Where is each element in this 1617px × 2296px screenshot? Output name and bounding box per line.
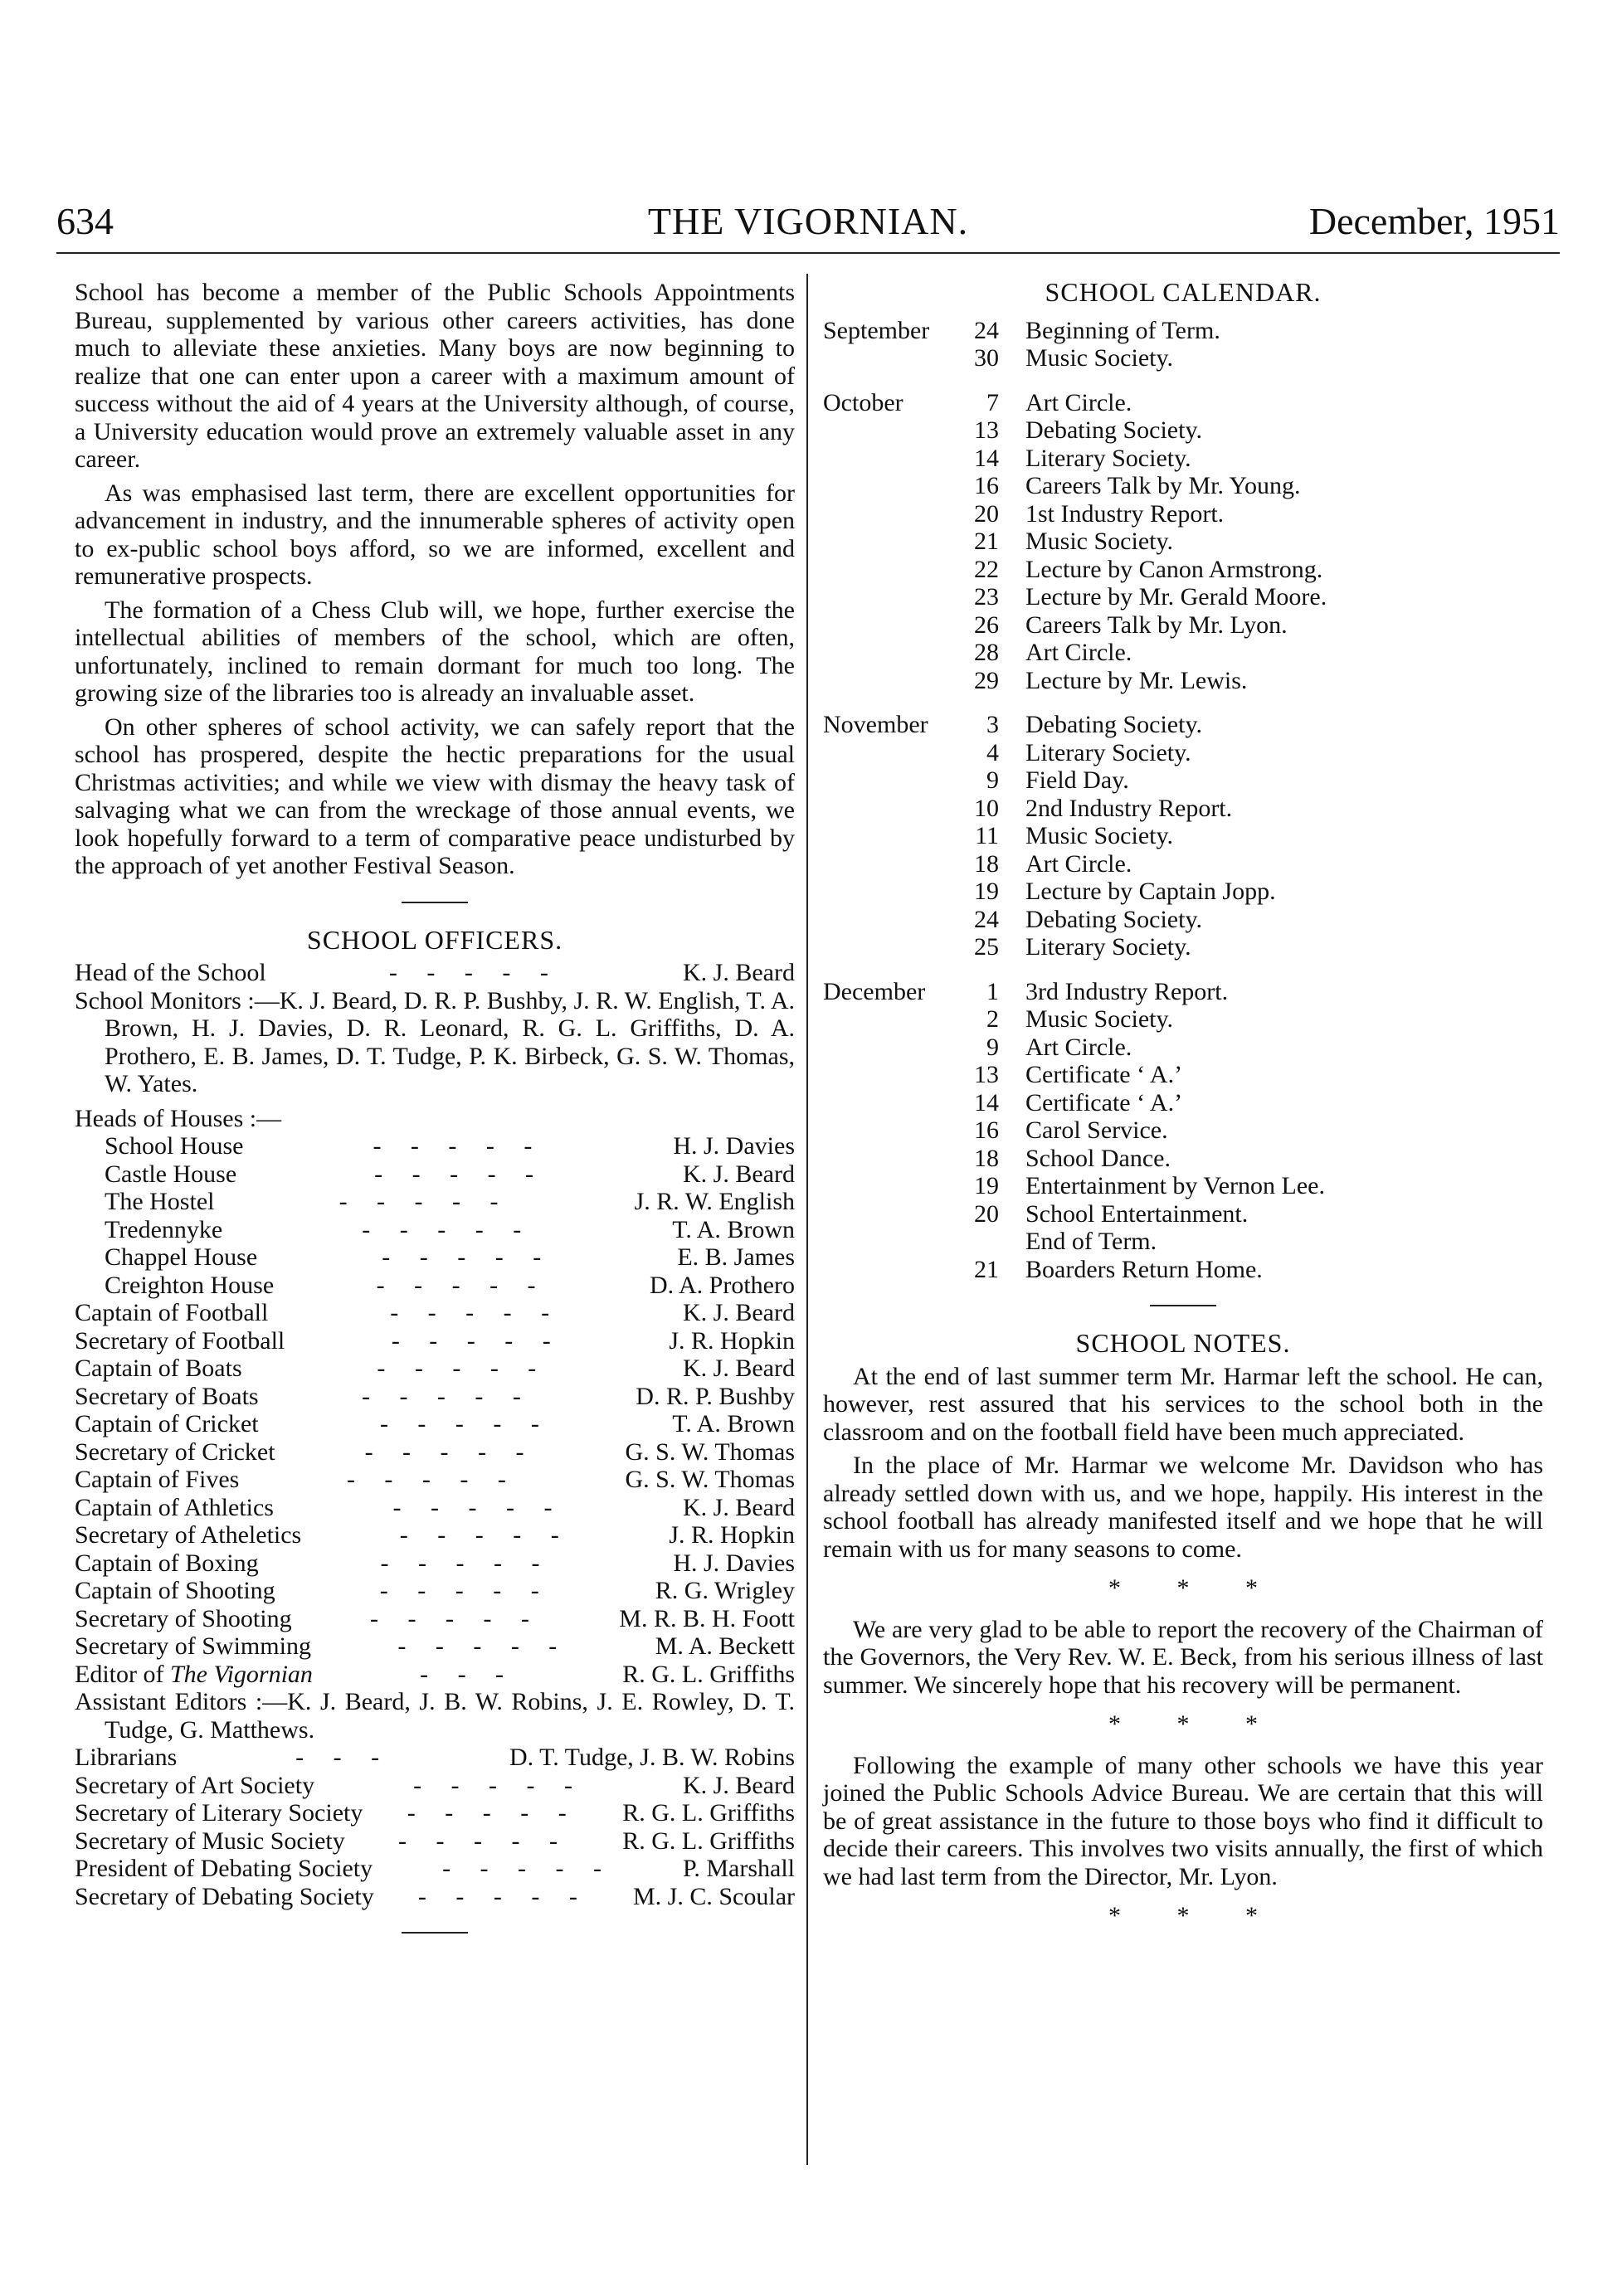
calendar-day: 25: [974, 933, 999, 961]
officer-label: Chappel House: [105, 1243, 258, 1271]
calendar-event: End of Term.: [1025, 1228, 1157, 1255]
calendar-entry: [823, 795, 1543, 823]
calendar-entry: [823, 1034, 1543, 1062]
officer-name: D. R. P. Bushby: [636, 1382, 795, 1410]
separator-stars: * * *: [1108, 1710, 1283, 1738]
leader-dashes: - - - - -: [388, 959, 560, 986]
separator-stars: * * *: [1108, 1574, 1283, 1602]
calendar-event: Lecture by Mr. Lewis.: [1025, 666, 1248, 694]
issue-date: December, 1951: [1308, 200, 1560, 242]
officer-name: K. J. Beard: [683, 959, 795, 986]
officer-label: Secretary of Boats: [75, 1382, 259, 1410]
calendar-event: 1st Industry Report.: [1025, 499, 1225, 528]
officer-name: R. G. L. Griffiths: [622, 1827, 795, 1855]
officer-name: K. J. Beard: [683, 1355, 795, 1382]
calendar-month: [823, 1228, 957, 1256]
calendar-event: Lecture by Captain Jopp.: [1025, 878, 1276, 905]
officer-name: K. J. Beard: [683, 1493, 795, 1521]
leader-dashes: - - - - -: [379, 1577, 551, 1604]
calendar-day: 16: [974, 1116, 999, 1144]
calendar-month: [823, 556, 957, 584]
officer-name: G. S. W. Thomas: [625, 1466, 795, 1493]
separator-stars: * * *: [1108, 1902, 1283, 1929]
calendar-month: [823, 1005, 957, 1034]
officer-row: [75, 1188, 795, 1216]
officer-row: [75, 1772, 795, 1800]
leader-dashes: - - - - -: [390, 1299, 562, 1326]
officer-row: [75, 1632, 795, 1661]
officer-label: Tredennyke: [105, 1215, 223, 1243]
calendar-entry: [823, 500, 1543, 528]
officer-label: Captain of Boxing: [75, 1549, 259, 1577]
calendar-day: 19: [974, 878, 999, 905]
school-calendar: [823, 317, 1543, 1284]
calendar-month-group: [823, 711, 1543, 961]
intro-paragraph: School has become a member of the Public Schools Appointments Bureau, supplemented by various other careers activities, has done much to alleviate these anxieties. Many boys are now beginning to realize that one can enter upon a career with a maximum amount of success without the aid of 4 years at the University although, of course, a University education would prove an extremely valuable asset in any career.: [75, 279, 795, 473]
leader-dashes: - - - - -: [376, 1271, 548, 1299]
leader-dashes: - - - - -: [442, 1855, 614, 1882]
calendar-month: [823, 1116, 957, 1145]
calendar-event: Debating Society.: [1025, 416, 1203, 444]
leader-dashes: - - -: [295, 1744, 392, 1771]
officer-row: [75, 1327, 795, 1355]
calendar-event: Music Society.: [1025, 822, 1174, 849]
calendar-entry: [823, 389, 1543, 417]
publication-title: THE VIGORNIAN.: [647, 200, 969, 242]
calendar-day: 14: [974, 1088, 999, 1116]
section-divider: [402, 902, 468, 903]
captains-list: [75, 1299, 795, 1661]
leader-dashes: - - - - -: [380, 1549, 552, 1577]
calendar-day: 29: [974, 666, 999, 694]
officer-label: Creighton House: [105, 1271, 275, 1299]
officer-label: Secretary of Art Society: [75, 1771, 315, 1799]
calendar-event: Literary Society.: [1025, 444, 1191, 472]
calendar-month: [823, 1061, 957, 1089]
calendar-month: [823, 906, 957, 934]
calendar-month: November: [823, 711, 928, 738]
calendar-heading: SCHOOL CALENDAR.: [1045, 277, 1322, 307]
assistant-editors: Assistant Editors :—K. J. Beard, J. B. W. Robins, J. E. Rowley, D. T. Tudge, G. Matthews.: [75, 1688, 795, 1744]
officer-name: D. T. Tudge, J. B. W. Robins: [509, 1744, 795, 1771]
calendar-day: 18: [974, 1144, 999, 1172]
officer-label: Captain of Football: [75, 1299, 269, 1326]
calendar-day: 24: [974, 316, 999, 344]
calendar-event: Art Circle.: [1025, 849, 1132, 878]
officer-name: T. A. Brown: [672, 1215, 795, 1243]
leader-dashes: - - - - -: [362, 1215, 533, 1243]
calendar-day: 22: [974, 555, 999, 583]
calendar-entry: [823, 978, 1543, 1006]
leader-dashes: - - - - -: [338, 1188, 510, 1215]
calendar-entry: [823, 711, 1543, 739]
calendar-month: [823, 667, 957, 695]
calendar-entry: [823, 667, 1543, 695]
calendar-entry: [823, 528, 1543, 556]
leader-dashes: - - - - -: [364, 1437, 536, 1466]
calendar-day: 3: [986, 711, 999, 738]
calendar-month: [823, 416, 957, 445]
calendar-entry: [823, 933, 1543, 961]
calendar-entry: [823, 472, 1543, 500]
officer-name: G. S. W. Thomas: [625, 1437, 795, 1466]
calendar-day: 11: [975, 822, 999, 849]
officer-label: Captain of Shooting: [75, 1577, 275, 1604]
officer-row: [75, 1355, 795, 1383]
header-rule: [56, 252, 1560, 254]
officer-label: Secretary of Swimming: [75, 1632, 311, 1660]
calendar-entry: [823, 906, 1543, 934]
calendar-entry: [823, 611, 1543, 640]
officer-name: H. J. Davies: [673, 1132, 795, 1160]
calendar-day: 26: [974, 610, 999, 639]
calendar-event: Entertainment by Vernon Lee.: [1025, 1172, 1325, 1199]
leader-dashes: - - - - -: [399, 1521, 571, 1549]
magazine-name: The Vigornian: [169, 1660, 313, 1688]
calendar-month: [823, 1145, 957, 1173]
calendar-month-group: [823, 317, 1543, 372]
officer-name: R. G. L. Griffiths: [622, 1799, 795, 1827]
calendar-event: Art Circle.: [1025, 1033, 1132, 1061]
calendar-entry: [823, 583, 1543, 611]
calendar-event: Debating Society.: [1025, 711, 1203, 738]
calendar-month: October: [823, 388, 903, 416]
leader-dashes: - - - - -: [407, 1799, 578, 1827]
officer-label: Captain of Cricket: [75, 1410, 259, 1437]
calendar-event: Boarders Return Home.: [1025, 1255, 1263, 1283]
calendar-event: Music Society.: [1025, 344, 1174, 372]
officer-row: [75, 1410, 795, 1438]
officer-name: J. R. W. English: [634, 1188, 795, 1215]
calendar-event: School Entertainment.: [1025, 1199, 1249, 1228]
leader-dashes: - - -: [420, 1660, 516, 1688]
leader-dashes: - - - - -: [369, 1604, 541, 1632]
officer-label: Secretary of Atheletics: [75, 1521, 302, 1549]
officers-heading: SCHOOL OFFICERS.: [306, 924, 563, 955]
calendar-day: 13: [974, 416, 999, 444]
calendar-entry: [823, 1061, 1543, 1089]
calendar-month: December: [823, 977, 926, 1005]
calendar-entry: [823, 1145, 1543, 1173]
officer-label: Secretary of Cricket: [75, 1437, 275, 1466]
calendar-event: Lecture by Mr. Gerald Moore.: [1025, 583, 1327, 610]
calendar-month: [823, 766, 957, 795]
officer-row: [75, 1160, 795, 1189]
calendar-month: [823, 795, 957, 823]
calendar-entry: [823, 878, 1543, 906]
calendar-month: [823, 1172, 957, 1200]
calendar-event: Music Society.: [1025, 1005, 1174, 1033]
leader-dashes: - - - - -: [377, 1355, 548, 1382]
heads-of-houses-label: Heads of Houses :—: [75, 1104, 282, 1132]
leader-dashes: - - - - -: [379, 1410, 551, 1437]
leader-dashes: - - - - -: [398, 1827, 569, 1855]
calendar-entry: [823, 1256, 1543, 1284]
calendar-event: 3rd Industry Report.: [1025, 977, 1229, 1005]
section-divider: [1150, 1305, 1216, 1306]
officer-row: [75, 1827, 795, 1856]
calendar-event: 2nd Industry Report.: [1025, 794, 1233, 822]
officer-name: M. J. C. Scoular: [633, 1882, 795, 1910]
officer-row: [75, 1216, 795, 1244]
leader-dashes: - - - - -: [417, 1882, 589, 1910]
calendar-day: 9: [986, 766, 999, 794]
calendar-event: Art Circle.: [1025, 388, 1132, 416]
page-number: 634: [56, 200, 114, 242]
officer-label: The Hostel: [105, 1188, 215, 1215]
monitors-list: School Monitors :—K. J. Beard, D. R. P. Bushby, J. R. W. English, T. A. Brown, H. J. Davies, D. R. Leonard, R. G. L. Griffiths, D. A. Prothero, E. B. James, D. T. Tudge, P. K. Birbeck, G. S. W. Thomas, W. Yates.: [75, 986, 795, 1097]
officer-row: [75, 1799, 795, 1827]
leader-dashes: - - - - -: [391, 1326, 563, 1355]
intro-paragraph: On other spheres of school activity, we can safely report that the school has prospered, despite the hectic preparations for the usual Christmas activities; and while we view with dismay the heavy task of salvaging what we can from the wreckage of those annual events, we look hopefully forward to a term of comparative peace undisturbed by the approach of yet another Festival Season.: [75, 713, 795, 879]
calendar-month: [823, 822, 957, 850]
officer-label: Librarians: [75, 1744, 178, 1771]
officer-label: Secretary of Music Society: [75, 1827, 345, 1855]
notes-paragraph: Following the example of many other schools we have this year joined the Public Schools Advice Bureau. We are certain that this will be of great assistance in the future to those boys who find it difficult to decide their careers. This involves two visits annually, the first of which we had last term from the Director, Mr. Lyon.: [823, 1751, 1543, 1890]
calendar-event: Lecture by Canon Armstrong.: [1025, 555, 1323, 583]
officer-name: M. R. B. H. Foott: [619, 1604, 795, 1632]
calendar-month: [823, 878, 957, 906]
calendar-month-group: [823, 389, 1543, 695]
officer-label: Captain of Boats: [75, 1355, 242, 1382]
officer-name: R. G. L. Griffiths: [622, 1660, 795, 1688]
calendar-entry: [823, 344, 1543, 372]
officer-name: E. B. James: [677, 1243, 795, 1271]
calendar-month: [823, 1200, 957, 1228]
calendar-event: Literary Society.: [1025, 933, 1191, 961]
calendar-month: September: [823, 316, 930, 344]
calendar-month: [823, 850, 957, 878]
officer-row: [75, 1132, 795, 1160]
houses-list: [75, 1132, 795, 1299]
officer-label: Secretary of Football: [75, 1326, 285, 1355]
officer-row: [75, 959, 795, 987]
officer-row: [75, 1438, 795, 1467]
officer-row: [75, 1272, 795, 1300]
leader-dashes: - - - - -: [373, 1132, 544, 1160]
officer-row: [75, 1299, 795, 1327]
calendar-day: 14: [974, 444, 999, 472]
calendar-day: 30: [974, 344, 999, 372]
calendar-day: 21: [974, 1255, 999, 1283]
calendar-month: [823, 472, 957, 500]
calendar-day: [957, 1228, 999, 1256]
section-divider: [402, 1932, 468, 1934]
officer-name: J. R. Hopkin: [669, 1326, 795, 1355]
calendar-day: 19: [974, 1172, 999, 1199]
notes-heading: SCHOOL NOTES.: [1075, 1328, 1291, 1358]
notes-paragraph: In the place of Mr. Harmar we welcome Mr. Davidson who has already settled down with us, and we hope, happily. His interest in the school football has already manifested itself and we hope that he will remain with us for many seasons to come.: [823, 1452, 1543, 1563]
officer-row: [75, 1494, 795, 1522]
calendar-day: 20: [974, 1199, 999, 1228]
calendar-month: [823, 639, 957, 667]
calendar-month: [823, 611, 957, 640]
calendar-month: [823, 528, 957, 556]
society-secretaries-list: [75, 1772, 795, 1911]
leader-dashes: - - - - -: [397, 1632, 569, 1660]
calendar-event: School Dance.: [1025, 1144, 1171, 1172]
calendar-day: 21: [974, 528, 999, 555]
calendar-day: 23: [974, 583, 999, 610]
calendar-month: [823, 344, 957, 372]
calendar-entry: [823, 416, 1543, 445]
officer-row: [75, 1243, 795, 1272]
officer-name: H. J. Davies: [673, 1549, 795, 1577]
leader-dashes: - - - - -: [374, 1160, 546, 1188]
leader-dashes: - - - - -: [413, 1771, 585, 1799]
calendar-month: [823, 739, 957, 767]
officer-row: [75, 1466, 795, 1494]
calendar-month: [823, 445, 957, 473]
officer-name: K. J. Beard: [683, 1299, 795, 1326]
calendar-day: 24: [974, 905, 999, 933]
calendar-event: Careers Talk by Mr. Young.: [1025, 472, 1301, 499]
officer-name: K. J. Beard: [683, 1771, 795, 1799]
calendar-entry: [823, 1116, 1543, 1145]
officer-row: [75, 1577, 795, 1605]
officer-row: [75, 1661, 795, 1689]
officer-name: P. Marshall: [683, 1855, 795, 1882]
calendar-day: 10: [974, 794, 999, 822]
calendar-day: 9: [986, 1033, 999, 1061]
officer-label: Secretary of Shooting: [75, 1604, 292, 1632]
officer-row: [75, 1744, 795, 1772]
officer-name: D. A. Prothero: [650, 1271, 795, 1299]
calendar-month: [823, 933, 957, 961]
intro-paragraph: The formation of a Chess Club will, we hope, further exercise the intellectual abilities of members of the school, which are often, unfortunately, inclined to remain dormant for much too long. The growing size of the libraries too is already an invaluable asset.: [75, 596, 795, 707]
calendar-entry: [823, 1005, 1543, 1034]
officer-label: Secretary of Debating Society: [75, 1882, 374, 1910]
calendar-day: 28: [974, 639, 999, 666]
calendar-month: [823, 1034, 957, 1062]
calendar-month: [823, 583, 957, 611]
leader-dashes: - - - - -: [392, 1493, 564, 1521]
officer-row: [75, 1883, 795, 1911]
calendar-event: Art Circle.: [1025, 639, 1132, 666]
calendar-day: 2: [986, 1005, 999, 1033]
calendar-event: Certificate ‘ A.’: [1025, 1061, 1183, 1088]
officer-label: School House: [105, 1132, 244, 1160]
right-column: [823, 279, 1543, 1943]
calendar-entry: [823, 766, 1543, 795]
notes-paragraph: At the end of last summer term Mr. Harmar left the school. He can, however, rest assured that his services to the school both in the classroom and on the football field have been much appreciated.: [823, 1362, 1543, 1446]
officer-label: Castle House: [105, 1160, 237, 1188]
page-header: [56, 192, 1560, 251]
officer-label: Captain of Athletics: [75, 1493, 274, 1521]
calendar-entry: [823, 556, 1543, 584]
editor-label-prefix: Editor of: [75, 1660, 170, 1688]
calendar-entry: [823, 850, 1543, 878]
calendar-event: Field Day.: [1025, 766, 1129, 794]
intro-paragraph: As was emphasised last term, there are excellent opportunities for advancement in industry, and the innumerable spheres of activity open to ex-public school boys afford, so we are informed, excellent and remunerative prospects.: [75, 479, 795, 590]
officer-row: [75, 1549, 795, 1578]
notes-paragraph: We are very glad to be able to report the recovery of the Chairman of the Governors, the Very Rev. W. E. Beck, from his serious illness of last summer. We sincerely hope that his recovery will be permanent.: [823, 1615, 1543, 1699]
calendar-entry: [823, 317, 1543, 345]
calendar-day: 1: [986, 977, 999, 1005]
officer-name: M. A. Beckett: [655, 1632, 795, 1660]
officer-row: [75, 1383, 795, 1411]
calendar-entry: [823, 1089, 1543, 1117]
calendar-entry: [823, 1172, 1543, 1200]
calendar-event: Debating Society.: [1025, 905, 1203, 933]
officer-row: [75, 1521, 795, 1549]
calendar-entry: [823, 822, 1543, 850]
officer-label: Captain of Fives: [75, 1466, 240, 1493]
calendar-month: [823, 1256, 957, 1284]
officer-row: [75, 1855, 795, 1883]
officer-name: R. G. Wrigley: [655, 1577, 795, 1604]
calendar-entry: [823, 1200, 1543, 1228]
officer-name: J. R. Hopkin: [669, 1521, 795, 1549]
officer-label: Secretary of Literary Society: [75, 1799, 363, 1827]
calendar-entry: [823, 639, 1543, 667]
calendar-day: 7: [986, 388, 999, 416]
calendar-day: 16: [974, 472, 999, 499]
column-divider: [806, 274, 808, 2165]
calendar-event: Careers Talk by Mr. Lyon.: [1025, 610, 1288, 639]
officer-name: K. J. Beard: [683, 1160, 795, 1188]
calendar-day: 20: [974, 499, 999, 528]
calendar-event: Carol Service.: [1025, 1116, 1168, 1144]
calendar-day: 13: [974, 1061, 999, 1088]
calendar-entry: [823, 445, 1543, 473]
calendar-event: Beginning of Term.: [1025, 316, 1220, 344]
calendar-event: Music Society.: [1025, 528, 1174, 555]
left-column: [75, 279, 795, 1957]
calendar-day: 18: [974, 849, 999, 878]
calendar-month: [823, 1089, 957, 1117]
officer-name: T. A. Brown: [672, 1410, 795, 1437]
leader-dashes: - - - - -: [361, 1382, 533, 1410]
calendar-month: [823, 500, 957, 528]
officer-label: Head of the School: [75, 959, 266, 986]
leader-dashes: - - - - -: [382, 1243, 553, 1271]
leader-dashes: - - - - -: [346, 1466, 518, 1493]
calendar-day: 4: [986, 738, 999, 766]
calendar-event: Certificate ‘ A.’: [1025, 1088, 1183, 1116]
calendar-month-group: [823, 978, 1543, 1284]
calendar-event: Literary Society.: [1025, 738, 1191, 766]
officer-row: [75, 1605, 795, 1633]
calendar-entry: [823, 1228, 1543, 1256]
officer-label: President of Debating Society: [75, 1855, 373, 1882]
calendar-entry: [823, 739, 1543, 767]
officer-label: [75, 1661, 313, 1689]
